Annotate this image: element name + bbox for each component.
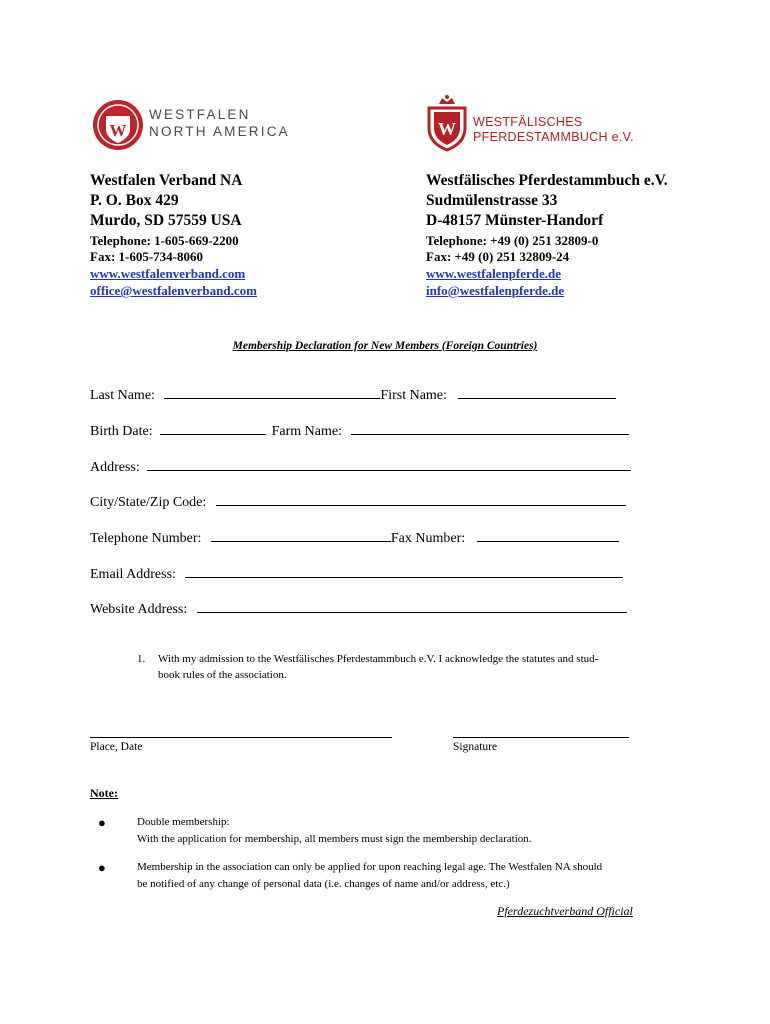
website-link[interactable]: www.westfalenpferde.de (426, 266, 562, 281)
fax: Fax: 1-605-734-8060 (90, 249, 204, 264)
logo-line-2: NORTH AMERICA (149, 124, 290, 139)
last-name-field[interactable] (164, 384, 380, 399)
email-link[interactable]: office@westfalenverband.com (90, 283, 257, 298)
address-line-1: Sudmülenstrasse 33 (426, 192, 558, 209)
bullet-1: ● (98, 815, 106, 830)
note-item-2-line-1: Membership in the association can only be applied for upon reaching legal age. The Westfalen NA should (137, 861, 603, 873)
westfalen-na-wordmark (149, 106, 290, 140)
city-state-zip-field[interactable] (216, 491, 626, 506)
place-date-label: Place, Date (90, 741, 143, 753)
telephone-number-field[interactable] (211, 527, 391, 542)
website-address-label: Website Address: (90, 602, 188, 617)
fax: Fax: +49 (0) 251 32809-24 (426, 249, 570, 264)
address-row (90, 456, 631, 476)
official-footer: Pferdezuchtverband Official (497, 904, 633, 918)
logo-line-1: WESTFÄLISCHES (473, 115, 583, 129)
city-state-zip-row (90, 491, 626, 511)
farm-name-field[interactable] (351, 420, 629, 435)
org-name: Westfälisches Pferdestammbuch e.V. (426, 172, 668, 189)
place-date-line[interactable] (90, 737, 392, 738)
website-link[interactable]: www.westfalenverband.com (90, 266, 246, 281)
farm-name-label: Farm Name: (271, 424, 342, 439)
last-name-label: Last Name: (90, 388, 155, 403)
city-state-zip-label: City/State/Zip Code: (90, 495, 207, 510)
telephone: Telephone: 1-605-669-2200 (90, 233, 239, 248)
emblem-letter: W (438, 119, 456, 139)
name-row (90, 384, 616, 404)
westfalen-na-emblem (92, 99, 144, 151)
note-item-2 (137, 859, 737, 893)
pferdestammbuch-address (426, 171, 668, 299)
acknowledgement-text (158, 651, 678, 683)
bullet-2: ● (98, 860, 106, 875)
telephone-number-label: Telephone Number: (90, 531, 202, 546)
first-name-label: First Name: (380, 388, 447, 403)
document-title: Membership Declaration for New Members (Foreign Countries) (232, 340, 538, 352)
telephone: Telephone: +49 (0) 251 32809-0 (426, 233, 599, 248)
email-row (90, 563, 623, 583)
signature-line[interactable] (453, 737, 629, 738)
pferdestammbuch-emblem (424, 94, 470, 152)
email-link[interactable]: info@westfalenpferde.de (426, 283, 565, 298)
org-name: Westfalen Verband NA (90, 172, 243, 189)
first-name-field[interactable] (458, 384, 616, 399)
address-line-2: D-48157 Münster-Handorf (426, 212, 604, 229)
address-line-1: P. O. Box 429 (90, 192, 179, 209)
emblem-letter: W (109, 121, 127, 140)
website-row (90, 598, 627, 618)
note-item-1 (137, 814, 697, 848)
logo-line-1: WESTFALEN (149, 107, 251, 122)
note-item-2-line-2: be notified of any change of personal data (i.e. changes of name and/or address, etc.) (137, 878, 510, 890)
birth-date-field[interactable] (160, 420, 266, 435)
note-item-1-line-1: Double membership: (137, 816, 230, 828)
signature-label: Signature (453, 741, 498, 753)
fax-number-label: Fax Number: (390, 531, 466, 546)
note-item-1-line-2: With the application for membership, all members must sign the membership declaration. (137, 833, 532, 845)
address-line-2: Murdo, SD 57559 USA (90, 212, 242, 229)
note-label: Note: (90, 786, 118, 800)
birth-farm-row (90, 420, 629, 440)
logo-line-2: PFERDESTAMMBUCH e.V. (473, 130, 634, 144)
ack-number: 1. (137, 653, 146, 665)
address-label: Address: (90, 460, 140, 475)
phone-fax-row (90, 527, 619, 547)
ack-line-1: With my admission to the Westfälisches Pferdestammbuch e.V. I acknowledge the statutes and stud- (158, 653, 599, 665)
address-field[interactable] (147, 456, 631, 471)
email-address-field[interactable] (185, 563, 623, 578)
birth-date-label: Birth Date: (90, 424, 153, 439)
website-address-field[interactable] (197, 598, 627, 613)
ack-line-2: book rules of the association. (158, 669, 287, 681)
pferdestammbuch-wordmark (473, 115, 634, 145)
fax-number-field[interactable] (477, 527, 619, 542)
westfalen-na-address (90, 171, 257, 299)
email-address-label: Email Address: (90, 567, 176, 582)
